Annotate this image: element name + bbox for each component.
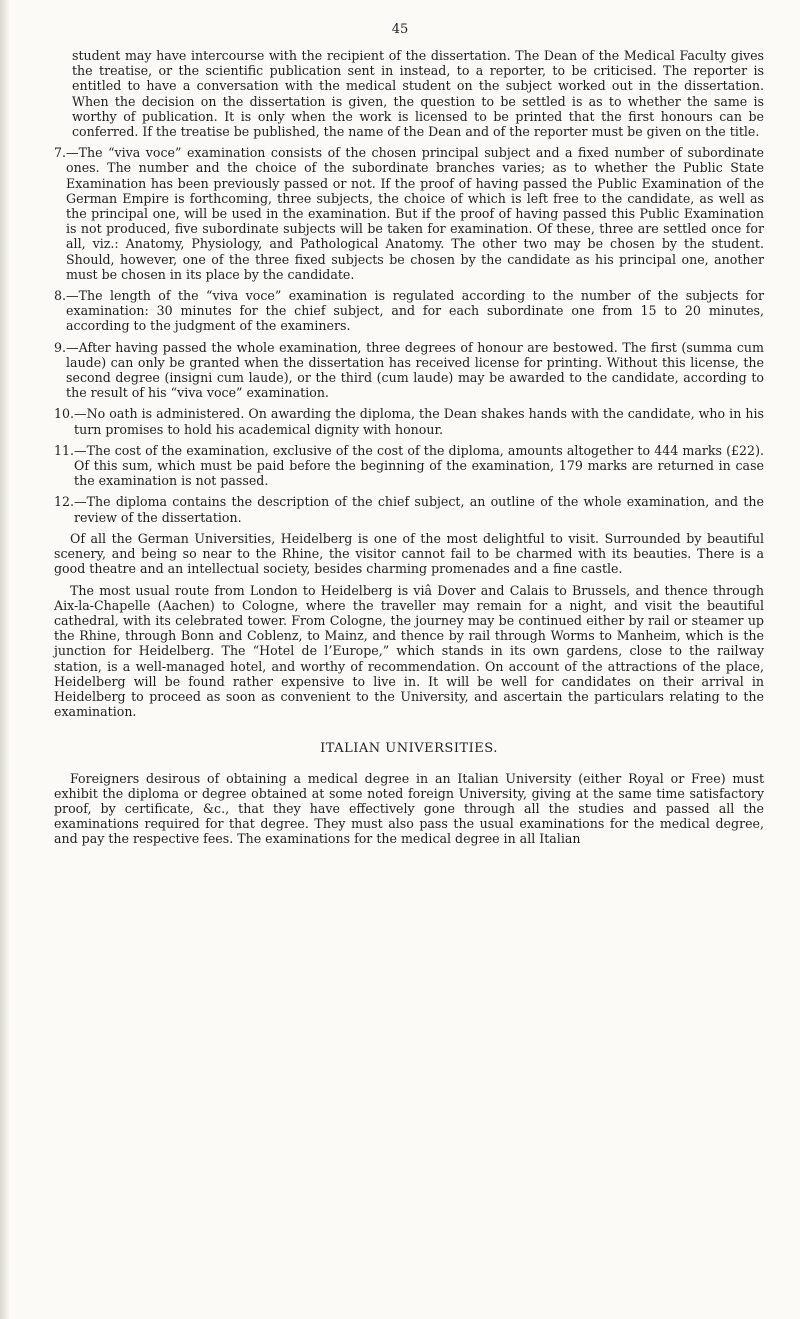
- item-text: —The diploma contains the description of the chief subject, an outline of the whole examination, and the review of the dissertation.: [74, 494, 764, 525]
- item-number: 7.: [54, 145, 67, 161]
- route-paragraph: The most usual route from London to Heidelberg is viâ Dover and Calais to Brussels, and thence through Aix-la-Chapelle (Aachen) to Cologne, where the traveller may remain for a night, and visit the beautiful cathedral, with its celebrated tower. From Cologne, the journey may be continued either by rail or steamer up the Rhine, through Bonn and Coblenz, to Mainz, and thence by rail through Worms to Manheim, which is the junction for Heidelberg. The “Hotel de l’Europe,” which stands in its own gardens, close to the railway station, is a well-managed hotel, and worthy of recommendation. On account of the attractions of the place, Heidelberg will be found rather expensive to live in. It will be well for candidates on their arrival in Heidelberg to proceed as soon as convenient to the University, and ascertain the particulars relating to the examination.: [54, 582, 764, 720]
- numbered-item-12: [54, 494, 764, 524]
- item-number: 9.: [54, 339, 67, 355]
- numbered-item-8: [54, 288, 764, 334]
- numbered-item-11: [54, 443, 764, 489]
- heidelberg-paragraph: Of all the German Universities, Heidelberg is one of the most delightful to visit. Surrounded by beautiful scenery, and being so near to the Rhine, the visitor cannot fail to be charmed with its beauties. There is a good theatre and an intellectual society, besides charming promenades and a fine castle.: [54, 530, 764, 577]
- scan-binding-edge: [0, 0, 10, 1319]
- item-text: —The length of the “viva voce” examination is regulated according to the number of the subjects for examination: 30 minutes for the chief subject, and for each subordinate one from 15 to 20 minutes, according to the judgment of the examiners.: [66, 288, 764, 334]
- item-text: —The “viva voce” examination consists of the chosen principal subject and a fixed number of subordinate ones. The number and the choice of the subordinate branches varies; as to whether the Public State Examination has been previously passed or not. If the proof of having passed the Public Examination of the German Empire is forthcoming, three subjects, the choice of which is left free to the candidate, as well as the principal one, will be used in the examination. But if the proof of having passed this Public Examination is not produced, five subordinate subjects will be taken for examination. Of these, three are settled once for all, viz.: Anatomy, Physiology, and Pathological Anatomy. The other two may be chosen by the student. Should, however, one of the three fixed subjects be chosen by the candidate as his principal one, another must be chosen in its place by the candidate.: [66, 145, 764, 282]
- continued-paragraph: student may have intercourse with the recipient of the dissertation. The Dean of the Medical Faculty gives the treatise, or the scientific publication sent in instead, to a reporter, to be criticised. The reporter is entitled to have a conversation with the medical student on the subject worked out in the dissertation. When the decision on the dissertation is given, the question to be settled is as to whether the same is worthy of publication. It is only when the work is licensed to be printed that the first honours can be conferred. If the treatise be published, the name of the Dean and of the reporter must be given on the title.: [72, 48, 764, 140]
- section-heading: ITALIAN UNIVERSITIES.: [320, 741, 498, 757]
- body-text: [54, 48, 764, 853]
- item-number: 8.: [54, 288, 67, 304]
- item-text: —No oath is administered. On awarding the diploma, the Dean shakes hands with the candidate, who in his turn promises to hold his academical dignity with honour.: [74, 406, 764, 437]
- item-number: 11.: [54, 442, 75, 458]
- item-text: —The cost of the examination, exclusive of the cost of the diploma, amounts altogether to 444 marks (£22). Of this sum, which must be paid before the beginning of the examination, 179 marks are returned in case the examination is not passed.: [74, 442, 764, 489]
- numbered-item-7: [54, 145, 764, 282]
- item-number: 12.: [54, 494, 75, 510]
- italian-paragraph: Foreigners desirous of obtaining a medical degree in an Italian University (either Royal or Free) must exhibit the diploma or degree obtained at some noted foreign University, giving at the same time satisfactory proof, by certificate, &c., that they have effectively gone through all the studies and passed all the examinations required for that degree. They must also pass the usual examinations for the medical degree, and pay the respective fees. The examinations for the medical degree in all Italian: [54, 770, 764, 847]
- numbered-item-10: [54, 406, 764, 436]
- numbered-item-9: [54, 340, 764, 401]
- page-number: 45: [391, 22, 409, 37]
- item-text: —After having passed the whole examination, three degrees of honour are bestowed. The first (summa cum laude) can only be granted when the dissertation has received license for printing. Without this license, the second degree (insigni cum laude), or the third (cum laude) may be awarded to the candidate, according to the result of his “viva voce” examination.: [66, 339, 764, 401]
- item-number: 10.: [54, 406, 75, 422]
